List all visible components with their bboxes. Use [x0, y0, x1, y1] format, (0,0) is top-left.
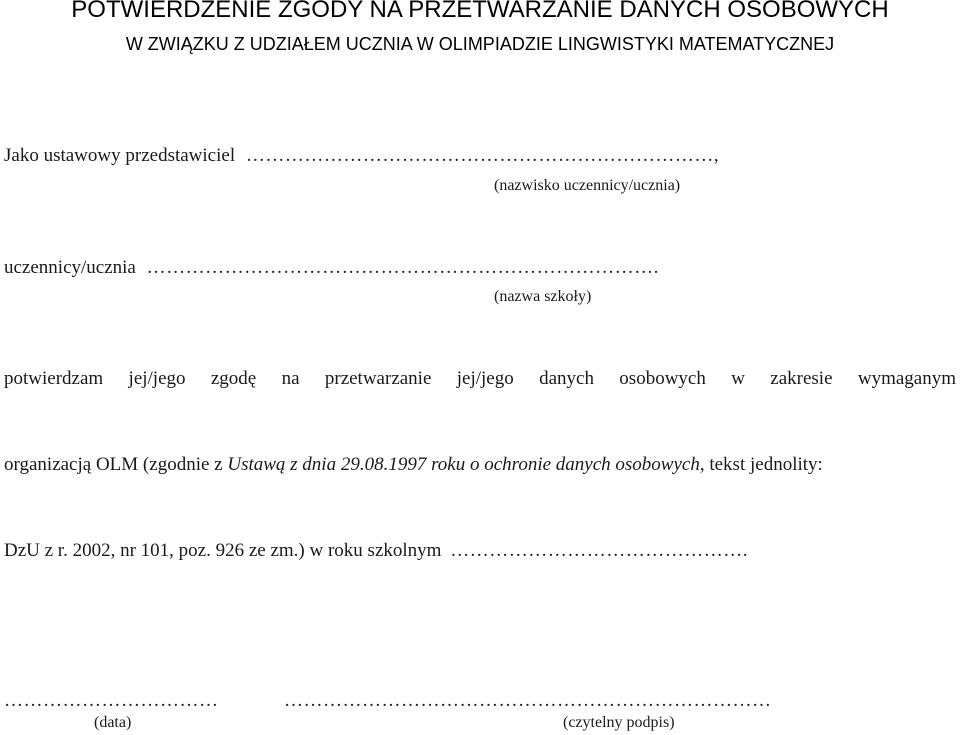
statute-reference: Ustawą z dnia 29.08.1997 roku o ochronie danych osobowych: [227, 454, 700, 475]
signature-caption: (czytelny podpis): [563, 714, 675, 731]
consent-line-2-end: , tekst jednolity:: [699, 454, 823, 475]
consent-line-3: [4, 540, 748, 562]
consent-line-3-text: DzU z r. 2002, nr 101, poz. 926 ze zm.) w roku szkolnym: [4, 540, 442, 561]
school-name-blank: …………………………………………………………………….: [146, 257, 659, 278]
consent-line-1: potwierdzam jej/jego zgodę na przetwarzanie jej/jego danych osobowych w zakresie wymaganym: [4, 368, 956, 389]
school-year-blank: ……………………………………….: [450, 540, 748, 561]
guardian-name-blank: ………………………………………………………………,: [245, 145, 720, 166]
guardian-caption: (nazwisko uczennicy/ucznia): [494, 177, 681, 194]
consent-line-2: [4, 454, 823, 476]
guardian-label: Jako ustawowy przedstawiciel: [4, 145, 236, 166]
document-title: POTWIERDZENIE ZGODY NA PRZETWARZANIE DANYCH OSOBOWYCH: [71, 0, 889, 23]
school-line: [4, 257, 659, 279]
document-subtitle: W ZWIĄZKU Z UDZIAŁEM UCZNIA W OLIMPIADZIE LINGWISTYKI MATEMATYCZNEJ: [125, 34, 835, 54]
date-blank: ……………………………: [4, 690, 219, 711]
signature-blank: …………………………………………………………………: [284, 690, 772, 711]
consent-line-2-start: organizacją OLM (zgodnie z: [4, 454, 228, 475]
guardian-line: [4, 145, 719, 167]
school-caption: (nazwa szkoły): [494, 288, 592, 305]
date-caption: (data): [94, 714, 132, 731]
school-label: uczennicy/ucznia: [4, 257, 136, 278]
